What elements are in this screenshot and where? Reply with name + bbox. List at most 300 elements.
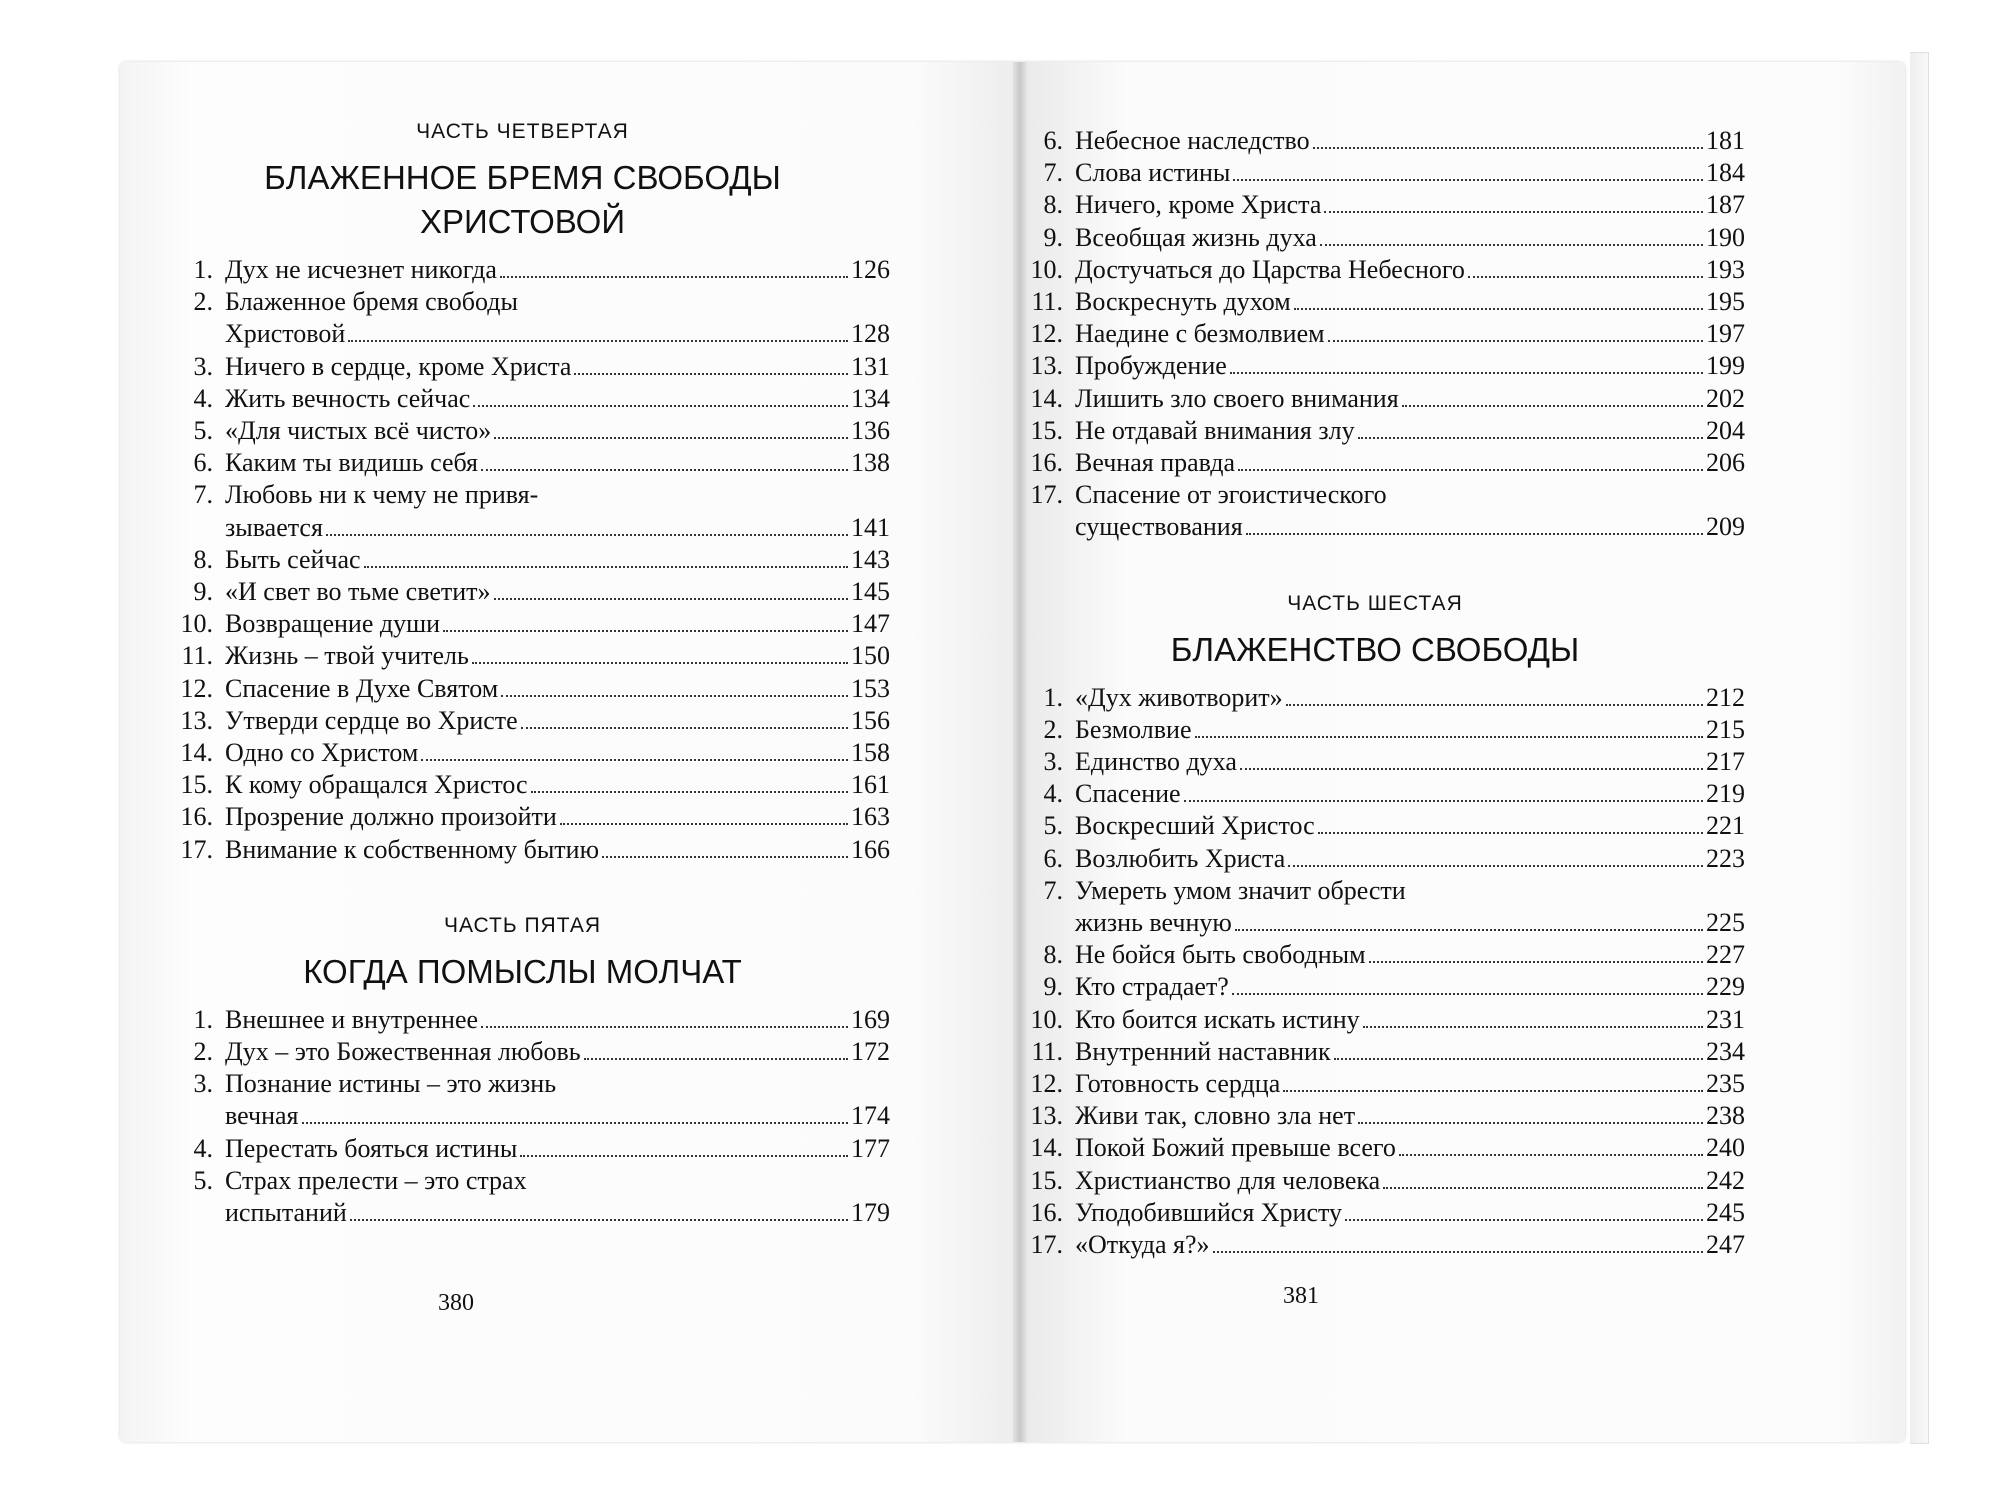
dot-leader bbox=[494, 437, 848, 439]
dot-leader bbox=[1399, 1154, 1703, 1156]
toc-entry bbox=[155, 383, 890, 415]
entry-title: Утверди сердце во Христе bbox=[225, 705, 518, 735]
toc-entry bbox=[1005, 157, 1745, 189]
dot-leader bbox=[1468, 276, 1703, 278]
entry-page-number: 209 bbox=[1706, 512, 1745, 542]
part-label: ЧАСТЬ ПЯТАЯ bbox=[443, 913, 601, 937]
entry-line bbox=[225, 1133, 890, 1165]
dot-leader bbox=[1240, 768, 1703, 770]
entry-body bbox=[1075, 254, 1745, 286]
entry-number: 13. bbox=[1030, 351, 1063, 381]
entry-line bbox=[225, 769, 890, 801]
toc-entry bbox=[155, 544, 890, 576]
toc-entry bbox=[155, 769, 890, 801]
entry-number: 6. bbox=[193, 448, 213, 478]
entry-body bbox=[225, 737, 890, 769]
entry-line bbox=[225, 1100, 890, 1132]
entry-title: Спасение от эгоистического bbox=[1075, 480, 1387, 510]
dot-leader bbox=[1369, 961, 1703, 963]
entry-page-number: 215 bbox=[1706, 714, 1745, 744]
part-title bbox=[1005, 628, 1745, 672]
toc-entry bbox=[1005, 1036, 1745, 1068]
entry-line bbox=[225, 705, 890, 737]
part-label: ЧАСТЬ ШЕСТАЯ bbox=[1287, 591, 1463, 615]
entry-title: Блаженное бремя свободы bbox=[225, 287, 518, 317]
entry-title: Жить вечность сейчас bbox=[225, 383, 471, 413]
toc-entry bbox=[1005, 383, 1745, 415]
toc-entry bbox=[155, 576, 890, 608]
entry-line bbox=[1075, 350, 1745, 382]
entry-page-number: 219 bbox=[1706, 779, 1745, 809]
entry-line bbox=[225, 544, 890, 576]
dot-leader bbox=[531, 791, 848, 793]
entry-number: 5. bbox=[193, 416, 213, 446]
dot-leader bbox=[1318, 832, 1703, 834]
entry-number: 7. bbox=[1043, 158, 1063, 188]
dot-leader bbox=[560, 823, 848, 825]
entry-page-number: 134 bbox=[851, 383, 890, 413]
entry-line bbox=[1075, 222, 1745, 254]
entry-page-number: 235 bbox=[1706, 1069, 1745, 1099]
entry-title: Покой Божий превыше всего bbox=[1075, 1133, 1396, 1163]
entry-title: Кто боится искать истину bbox=[1075, 1004, 1360, 1034]
entry-body bbox=[1075, 383, 1745, 415]
entry-body bbox=[225, 286, 890, 350]
entry-number: 5. bbox=[1043, 811, 1063, 841]
entry-title: «Для чистых всё чисто» bbox=[225, 416, 492, 446]
toc-entry bbox=[1005, 971, 1745, 1003]
entry-title: Лишить зло своего внимания bbox=[1075, 383, 1399, 413]
part-title-line: ХРИСТОВОЙ bbox=[419, 203, 626, 240]
entry-title: Уподобившийся Христу bbox=[1075, 1197, 1343, 1227]
entry-number: 1. bbox=[1043, 682, 1063, 712]
entry-body bbox=[225, 415, 890, 447]
entry-title: Одно со Христом bbox=[225, 738, 419, 768]
entry-line bbox=[1075, 125, 1745, 157]
entry-title: существования bbox=[1075, 512, 1243, 542]
toc-list-continued bbox=[1005, 125, 1745, 544]
toc-entry bbox=[1005, 714, 1745, 746]
entry-body bbox=[225, 544, 890, 576]
entry-page-number: 179 bbox=[851, 1198, 890, 1228]
dot-leader bbox=[1320, 244, 1703, 246]
dot-leader bbox=[1238, 469, 1703, 471]
dot-leader bbox=[574, 373, 848, 375]
entry-body bbox=[1075, 875, 1745, 939]
entry-number: 12. bbox=[180, 673, 213, 703]
part-title-line: БЛАЖЕННОЕ БРЕМЯ СВОБОДЫ bbox=[264, 159, 781, 196]
entry-number: 10. bbox=[180, 609, 213, 639]
entry-line bbox=[1075, 479, 1745, 511]
toc-entry bbox=[155, 737, 890, 769]
entry-number: 2. bbox=[193, 287, 213, 317]
entry-number: 13. bbox=[180, 705, 213, 735]
entry-page-number: 131 bbox=[851, 351, 890, 381]
entry-title: жизнь вечную bbox=[1075, 908, 1232, 938]
entry-page-number: 240 bbox=[1706, 1133, 1745, 1163]
entry-body bbox=[225, 673, 890, 705]
entry-body bbox=[1075, 1100, 1745, 1132]
toc-entry bbox=[1005, 778, 1745, 810]
entry-body bbox=[225, 1004, 890, 1036]
entry-number: 7. bbox=[1043, 875, 1063, 905]
page-number-left: 380 bbox=[438, 1290, 474, 1316]
entry-title: Дух не исчезнет никогда bbox=[225, 255, 497, 284]
toc-entry bbox=[155, 351, 890, 383]
entry-body bbox=[1075, 157, 1745, 189]
entry-body bbox=[225, 801, 890, 833]
entry-body bbox=[1075, 1068, 1745, 1100]
entry-page-number: 141 bbox=[851, 512, 890, 542]
entry-line bbox=[225, 576, 890, 608]
entry-line bbox=[225, 640, 890, 672]
entry-number: 11. bbox=[181, 641, 213, 671]
entry-title: Безмолвие bbox=[1075, 714, 1192, 744]
dot-leader bbox=[443, 630, 848, 632]
entry-number: 10. bbox=[1030, 254, 1063, 284]
entry-page-number: 174 bbox=[851, 1101, 890, 1131]
entry-line bbox=[1075, 746, 1745, 778]
entry-page-number: 184 bbox=[1706, 158, 1745, 188]
entry-title: Спасение bbox=[1075, 779, 1181, 809]
entry-title: Быть сейчас bbox=[225, 544, 361, 574]
entry-line bbox=[1075, 415, 1745, 447]
entry-title: Страх прелести – это страх bbox=[225, 1165, 527, 1195]
entry-line bbox=[225, 351, 890, 383]
dot-leader bbox=[501, 695, 848, 697]
entry-title: испытаний bbox=[225, 1198, 347, 1228]
entry-title: Слова истины bbox=[1075, 158, 1231, 188]
entry-title: «Откуда я?» bbox=[1075, 1230, 1210, 1260]
entry-line bbox=[1075, 1132, 1745, 1164]
entry-body bbox=[1075, 1197, 1745, 1229]
entry-line bbox=[225, 737, 890, 769]
entry-line bbox=[1075, 1100, 1745, 1132]
page-number-right: 381 bbox=[1283, 1283, 1319, 1309]
entry-page-number: 156 bbox=[851, 705, 890, 735]
entry-page-number: 238 bbox=[1706, 1101, 1745, 1131]
entry-body bbox=[1075, 350, 1745, 382]
entry-line bbox=[1075, 286, 1745, 318]
toc-section bbox=[155, 914, 890, 1229]
entry-number: 16. bbox=[180, 802, 213, 832]
entry-title: Готовность сердца bbox=[1075, 1069, 1281, 1099]
dot-leader bbox=[1213, 1251, 1703, 1253]
entry-title: Достучаться до Царства Небесного bbox=[1075, 254, 1465, 284]
entry-body bbox=[1075, 1004, 1745, 1036]
entry-body bbox=[225, 1068, 890, 1132]
entry-page-number: 221 bbox=[1706, 811, 1745, 841]
entry-number: 15. bbox=[1030, 1165, 1063, 1195]
dot-leader bbox=[1184, 800, 1703, 802]
entry-page-number: 145 bbox=[851, 577, 890, 607]
entry-page-number: 197 bbox=[1706, 319, 1745, 349]
entry-title: «И свет во тьме светит» bbox=[225, 577, 491, 607]
dot-leader bbox=[1345, 1219, 1703, 1221]
entry-page-number: 212 bbox=[1706, 682, 1745, 712]
entry-body bbox=[225, 705, 890, 737]
entry-title: Кто страдает? bbox=[1075, 972, 1229, 1002]
entry-number: 3. bbox=[1043, 747, 1063, 777]
entry-line bbox=[225, 1036, 890, 1068]
entry-page-number: 166 bbox=[851, 834, 890, 864]
toc-section bbox=[1005, 592, 1745, 1262]
entry-line bbox=[225, 447, 890, 479]
entry-body bbox=[225, 1036, 890, 1068]
entry-page-number: 234 bbox=[1706, 1036, 1745, 1066]
toc-entry bbox=[1005, 415, 1745, 447]
toc-entry bbox=[1005, 125, 1745, 157]
entry-number: 14. bbox=[180, 738, 213, 768]
dot-leader bbox=[364, 566, 848, 568]
entry-number: 11. bbox=[1031, 1036, 1063, 1066]
toc-entry bbox=[1005, 286, 1745, 318]
part-label: ЧАСТЬ ЧЕТВЕРТАЯ bbox=[416, 120, 629, 143]
entry-number: 14. bbox=[1030, 1133, 1063, 1163]
dot-leader bbox=[421, 759, 848, 761]
entry-body bbox=[225, 479, 890, 543]
dot-leader bbox=[326, 534, 848, 536]
toc-entry bbox=[155, 705, 890, 737]
entry-number: 4. bbox=[193, 1133, 213, 1163]
entry-page-number: 190 bbox=[1706, 222, 1745, 252]
entry-body bbox=[1075, 222, 1745, 254]
entry-page-number: 195 bbox=[1706, 287, 1745, 317]
toc-entry bbox=[1005, 810, 1745, 842]
entry-line bbox=[225, 608, 890, 640]
entry-number: 14. bbox=[1030, 383, 1063, 413]
entry-number: 9. bbox=[193, 577, 213, 607]
dot-leader bbox=[1195, 736, 1703, 738]
entry-body bbox=[1075, 1132, 1745, 1164]
entry-title: Внутренний наставник bbox=[1075, 1036, 1331, 1066]
entry-body bbox=[225, 834, 890, 866]
entry-title: Прозрение должно произойти bbox=[225, 802, 557, 832]
entry-line bbox=[1075, 843, 1745, 875]
entry-page-number: 225 bbox=[1706, 908, 1745, 938]
entry-body bbox=[225, 608, 890, 640]
entry-line bbox=[225, 479, 890, 511]
toc-entry bbox=[1005, 447, 1745, 479]
entry-body bbox=[1075, 125, 1745, 157]
toc-entry bbox=[155, 479, 890, 543]
entry-title: вечная bbox=[225, 1101, 299, 1131]
entry-body bbox=[225, 1133, 890, 1165]
entry-body bbox=[1075, 778, 1745, 810]
entry-body bbox=[225, 640, 890, 672]
toc-entry bbox=[1005, 682, 1745, 714]
entry-number: 15. bbox=[1030, 415, 1063, 445]
entry-title: Живи так, словно зла нет bbox=[1075, 1101, 1356, 1131]
entry-number: 17. bbox=[1030, 1230, 1063, 1260]
toc-entry bbox=[1005, 1165, 1745, 1197]
toc-entry bbox=[155, 1036, 890, 1068]
entry-title: Христовой bbox=[225, 319, 346, 349]
entry-page-number: 231 bbox=[1706, 1004, 1745, 1034]
dot-leader bbox=[1246, 533, 1703, 535]
entry-number: 8. bbox=[193, 544, 213, 574]
entry-line bbox=[1075, 907, 1745, 939]
entry-body bbox=[225, 351, 890, 383]
entry-title: Всеобщая жизнь духа bbox=[1075, 222, 1317, 252]
entry-title: Умереть умом значит обрести bbox=[1075, 875, 1406, 905]
entry-line bbox=[1075, 1068, 1745, 1100]
entry-number: 12. bbox=[1030, 319, 1063, 349]
toc-entry bbox=[1005, 479, 1745, 543]
entry-title: «Дух животворит» bbox=[1075, 682, 1283, 712]
entry-number: 13. bbox=[1030, 1101, 1063, 1131]
dot-leader bbox=[350, 1219, 848, 1221]
dot-leader bbox=[1235, 929, 1703, 931]
toc-entry bbox=[1005, 1197, 1745, 1229]
entry-number: 12. bbox=[1030, 1069, 1063, 1099]
toc-list bbox=[1005, 682, 1745, 1262]
dot-leader bbox=[1230, 372, 1703, 374]
entry-title: Ничего, кроме Христа bbox=[1075, 190, 1322, 220]
toc-entry bbox=[155, 1165, 890, 1229]
toc-entry bbox=[1005, 318, 1745, 350]
entry-line bbox=[225, 512, 890, 544]
toc-entry bbox=[1005, 939, 1745, 971]
entry-body bbox=[225, 447, 890, 479]
entry-number: 11. bbox=[1031, 287, 1063, 317]
toc-entry bbox=[1005, 843, 1745, 875]
entry-title: Пробуждение bbox=[1075, 351, 1227, 381]
entry-line bbox=[1075, 1004, 1745, 1036]
entry-page-number: 136 bbox=[851, 416, 890, 446]
dot-leader bbox=[481, 469, 848, 471]
entry-body bbox=[1075, 746, 1745, 778]
entry-body bbox=[1075, 1229, 1745, 1261]
entry-body bbox=[1075, 1036, 1745, 1068]
dot-leader bbox=[521, 727, 848, 729]
dot-leader bbox=[472, 662, 848, 664]
dot-leader bbox=[520, 1155, 848, 1157]
entry-page-number: 247 bbox=[1706, 1230, 1745, 1260]
entry-line bbox=[1075, 714, 1745, 746]
entry-line bbox=[225, 1165, 890, 1197]
dot-leader bbox=[1233, 179, 1703, 181]
entry-body bbox=[225, 769, 890, 801]
entry-line bbox=[225, 834, 890, 866]
entry-title: Внимание к собственному бытию bbox=[225, 834, 600, 864]
dot-leader bbox=[1283, 1090, 1703, 1092]
toc-entry bbox=[1005, 222, 1745, 254]
entry-line bbox=[1075, 939, 1745, 971]
entry-number: 7. bbox=[193, 480, 213, 510]
toc-list bbox=[155, 1004, 890, 1229]
dot-leader bbox=[1363, 1026, 1703, 1028]
toc-entry bbox=[1005, 254, 1745, 286]
entry-number: 16. bbox=[1030, 448, 1063, 478]
entry-page-number: 169 bbox=[851, 1004, 890, 1034]
dot-leader bbox=[1324, 211, 1703, 213]
entry-page-number: 202 bbox=[1706, 383, 1745, 413]
dot-leader bbox=[1383, 1187, 1703, 1189]
entry-page-number: 181 bbox=[1706, 126, 1745, 155]
toc-entry bbox=[1005, 1229, 1745, 1261]
entry-page-number: 187 bbox=[1706, 190, 1745, 220]
entry-body bbox=[1075, 189, 1745, 221]
dot-leader bbox=[1402, 405, 1703, 407]
entry-body bbox=[1075, 447, 1745, 479]
dot-leader bbox=[584, 1058, 848, 1060]
dot-leader bbox=[348, 340, 848, 342]
entry-title: Ничего в сердце, кроме Христа bbox=[225, 351, 572, 381]
part-title-line: КОГДА ПОМЫСЛЫ МОЛЧАТ bbox=[303, 952, 742, 990]
entry-page-number: 138 bbox=[851, 448, 890, 478]
dot-leader bbox=[500, 276, 848, 278]
entry-number: 15. bbox=[180, 770, 213, 800]
entry-number: 8. bbox=[1043, 940, 1063, 970]
toc-entry bbox=[155, 801, 890, 833]
entry-line bbox=[1075, 875, 1745, 907]
dot-leader bbox=[1294, 308, 1703, 310]
dot-leader bbox=[481, 1026, 848, 1028]
entry-page-number: 242 bbox=[1706, 1165, 1745, 1195]
entry-line bbox=[225, 415, 890, 447]
entry-number: 2. bbox=[1043, 714, 1063, 744]
entry-page-number: 177 bbox=[851, 1133, 890, 1163]
entry-page-number: 158 bbox=[851, 738, 890, 768]
dot-leader bbox=[602, 856, 848, 858]
entry-number: 1. bbox=[193, 1004, 213, 1034]
entry-page-number: 163 bbox=[851, 802, 890, 832]
toc-entry bbox=[155, 415, 890, 447]
toc-entry bbox=[155, 1004, 890, 1036]
entry-number: 6. bbox=[1043, 843, 1063, 873]
entry-title: Не отдавай внимания злу bbox=[1075, 415, 1355, 445]
entry-body bbox=[225, 254, 890, 286]
dot-leader bbox=[1334, 1058, 1703, 1060]
entry-body bbox=[1075, 714, 1745, 746]
toc-entry bbox=[1005, 1004, 1745, 1036]
entry-title: Наедине с безмолвием bbox=[1075, 319, 1325, 349]
dot-leader bbox=[494, 598, 849, 600]
entry-number: 2. bbox=[193, 1037, 213, 1067]
entry-line bbox=[1075, 383, 1745, 415]
entry-title: К кому обращался Христос bbox=[225, 770, 528, 800]
toc-entry bbox=[155, 834, 890, 866]
entry-number: 3. bbox=[193, 1069, 213, 1099]
entry-page-number: 199 bbox=[1706, 351, 1745, 381]
entry-page-number: 206 bbox=[1706, 448, 1745, 478]
entry-line bbox=[1075, 682, 1745, 714]
entry-title: Дух – это Божественная любовь bbox=[225, 1037, 581, 1067]
toc-section bbox=[155, 120, 890, 866]
entry-title: Не бойся быть свободным bbox=[1075, 940, 1366, 970]
dot-leader bbox=[1328, 340, 1703, 342]
entry-page-number: 143 bbox=[851, 544, 890, 574]
entry-number: 16. bbox=[1030, 1197, 1063, 1227]
entry-body bbox=[1075, 682, 1745, 714]
entry-line bbox=[1075, 511, 1745, 543]
part-title-line: БЛАЖЕНСТВО СВОБОДЫ bbox=[1170, 630, 1580, 668]
entry-number: 8. bbox=[1043, 190, 1063, 220]
entry-body bbox=[1075, 1165, 1745, 1197]
entry-line bbox=[1075, 318, 1745, 350]
toc-entry bbox=[155, 640, 890, 672]
entry-body bbox=[1075, 318, 1745, 350]
dot-leader bbox=[1358, 1122, 1703, 1124]
entry-title: Возвращение души bbox=[225, 609, 441, 639]
entry-body bbox=[1075, 971, 1745, 1003]
entry-page-number: 227 bbox=[1706, 940, 1745, 970]
entry-line bbox=[1075, 447, 1745, 479]
entry-number: 6. bbox=[1043, 126, 1063, 155]
toc-entry bbox=[155, 254, 890, 286]
entry-number: 4. bbox=[1043, 779, 1063, 809]
